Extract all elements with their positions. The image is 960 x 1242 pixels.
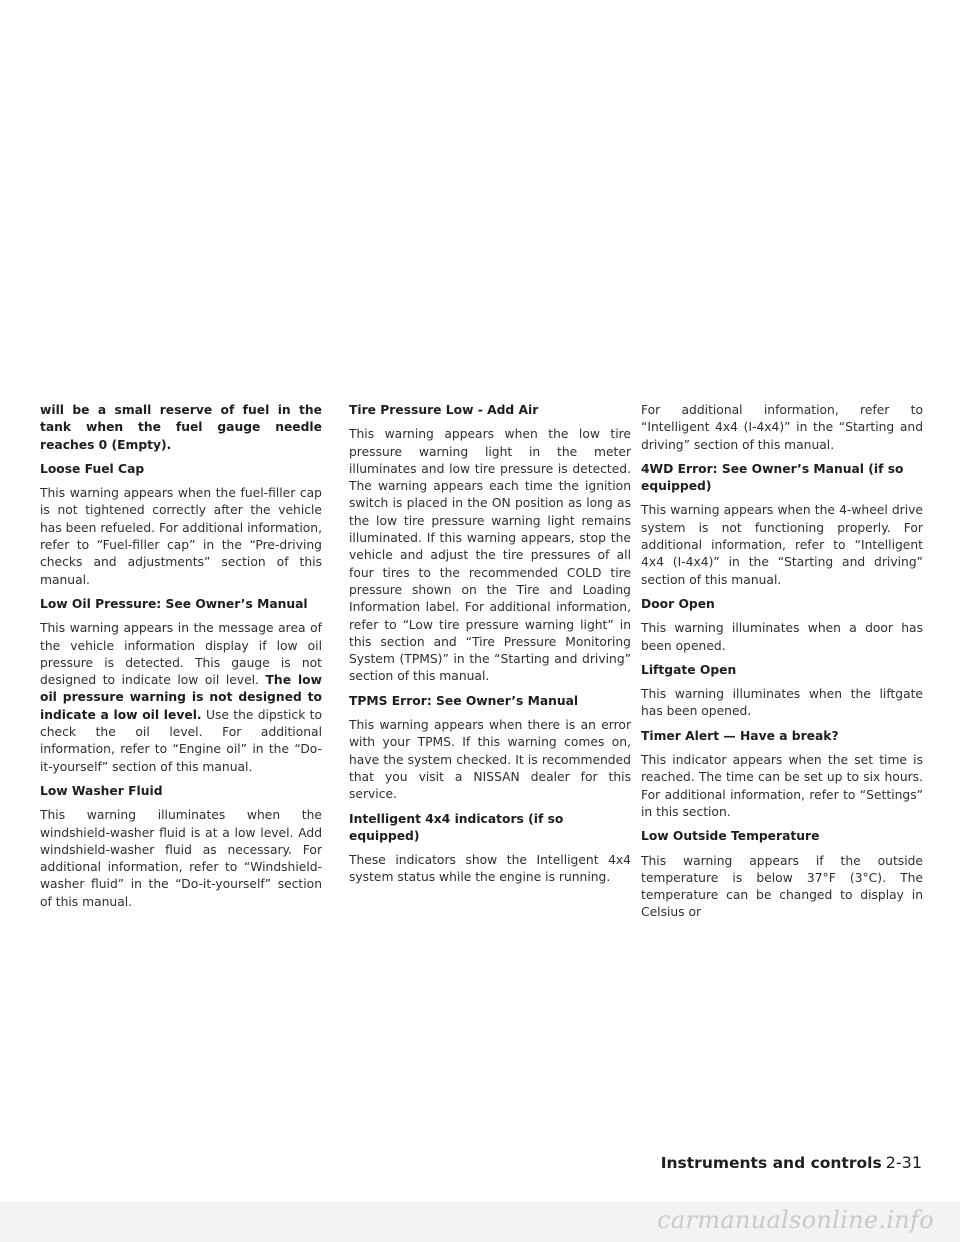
watermark-bar (0, 1202, 960, 1242)
text-column-middle (349, 402, 631, 894)
tire-pressure-heading: Tire Pressure Low - Add Air (349, 403, 539, 417)
intelligent-4x4-continued-text: For additional information, refer to “Intelligent 4x4 (I-4x4)” in the “Starting and driving” section of this manual. (641, 403, 923, 452)
low-oil-pressure-text: This warning appears in the message area of the vehicle information display if low oil pressure is detected. This gauge is not designed to indicate low oil level. The low oil pressure warning is not designed to indicate a low oil level. Use the dipstick to check the oil level. For additional information, refer to “Engine oil” in the “Do-it-yourself” section of this manual. (40, 621, 322, 774)
loose-fuel-cap-heading: Loose Fuel Cap (40, 461, 145, 476)
tpms-error-text: This warning appears when there is an error with your TPMS. If this warning comes on, have the system checked. It is recommended that you visit a NISSAN dealer for this service. (349, 718, 631, 802)
4wd-error-heading: 4WD Error: See Owner’s Manual (if so equipped) (641, 461, 904, 494)
low-outside-temperature-text: This warning appears if the outside temperature is below 37°F (3°C). The temperature can be changed to display in Celsius or (641, 853, 923, 920)
liftgate-open-text: This warning illuminates when the liftgate has been opened. (641, 687, 923, 719)
tpms-error-heading: TPMS Error: See Owner’s Manual (349, 693, 579, 708)
text-column-right (641, 402, 923, 929)
4wd-error-text: This warning appears when the 4-wheel drive system is not functioning properly. For additional information, refer to “Intelligent 4x4 (I-4x4)” in the “Starting and driving” section of this manual. (641, 503, 923, 587)
loose-fuel-cap-text: This warning appears when the fuel-filler cap is not tightened correctly after the vehicle has been refueled. For additional information, refer to “Fuel-filler cap” in the “Pre-driving checks and adjustments” section of this manual. (40, 486, 322, 587)
text-column-left (40, 402, 322, 918)
liftgate-open-heading: Liftgate Open (641, 662, 737, 677)
page-footer (661, 1153, 922, 1172)
page-number: 2-31 (885, 1153, 922, 1172)
low-washer-fluid-text: This warning illuminates when the windshield-washer fluid is at a low level. Add windshield-washer fluid as necessary. For additional information, refer to “Windshield-washer fluid” in the “Do-it-yourself” section of this manual. (40, 808, 322, 909)
timer-alert-heading: Timer Alert — Have a break? (641, 728, 839, 743)
intelligent-4x4-heading: Intelligent 4x4 indicators (if so equipped) (349, 811, 564, 843)
door-open-heading: Door Open (641, 596, 715, 611)
tire-pressure-text: This warning appears when the low tire pressure warning light in the meter illuminates and low tire pressure is detected. The warning appears each time the ignition switch is placed in the ON position as long as the low tire pressure warning light remains illuminated. If this warning appears, stop the vehicle and adjust the tire pressures of all four tires to the recommended COLD tire pressure shown on the Tire and Loading Information label. For additional information, refer to “Low tire pressure warning light” in this section and “Tire Pressure Monitoring System (TPMS)” in the “Starting and driving” section of this manual. (349, 427, 631, 684)
timer-alert-text: This indicator appears when the set time is reached. The time can be set up to six hours. For additional information, refer to “Settings” in this section. (641, 753, 923, 819)
intro-bold-text: will be a small reserve of fuel in the tank when the fuel gauge needle reaches 0 (Empty). (40, 403, 322, 452)
section-title: Instruments and controls (660, 1154, 882, 1172)
intelligent-4x4-text: These indicators show the Intelligent 4x4 system status while the engine is running. (349, 853, 631, 885)
low-oil-pressure-heading: Low Oil Pressure: See Owner’s Manual (40, 596, 308, 611)
low-washer-fluid-heading: Low Washer Fluid (40, 783, 163, 798)
low-outside-temperature-heading: Low Outside Temperature (641, 829, 820, 844)
door-open-text: This warning illuminates when a door has been opened. (641, 621, 923, 653)
watermark-text: carmanualsonline.info (657, 1206, 934, 1234)
